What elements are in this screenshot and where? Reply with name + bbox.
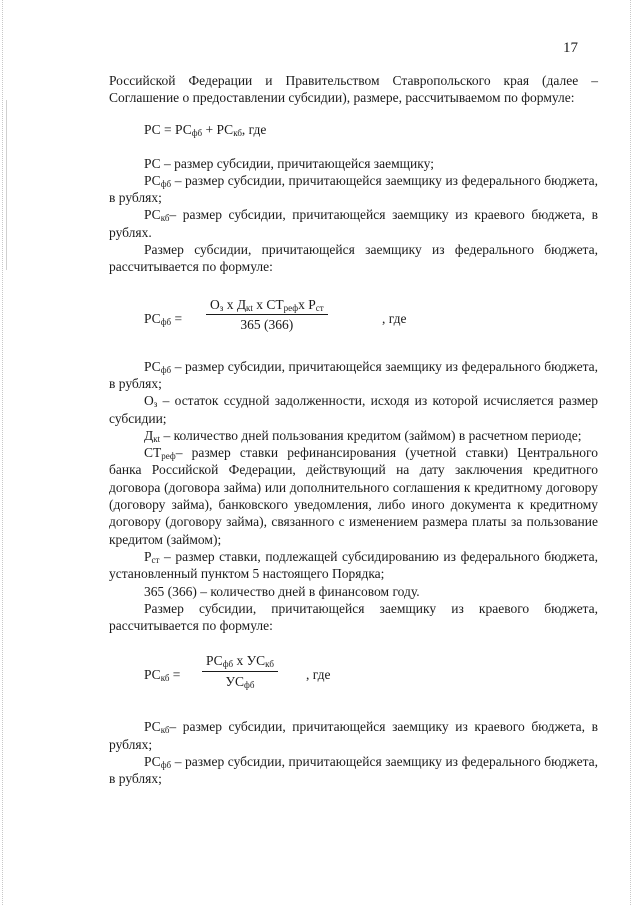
document-body — [109, 72, 598, 788]
explanation-rs-fb: $РС_{фб}$ – размер субсидии, причитающейся заемщику из федерального бюджета, в рублях; — [109, 358, 598, 391]
page-number: 17 — [563, 40, 578, 56]
paragraph-intro: Российской Федерации и Правительством Ставропольского края (далее – Соглашение о предоставлении субсидии), размере, рассчитываемом по формуле: — [109, 73, 598, 106]
formula-regional-fraction — [202, 652, 278, 690]
final-rs-kb: $РС_{кб}-$ размер субсидии, причитающейся заемщику из краевого бюджета, в рублях; — [109, 719, 598, 752]
definition-rs-kb: $РС_{кб}-$ размер субсидии, причитающейся заемщику из краевого бюджета, в рублях. — [109, 207, 598, 240]
formula-federal-left: $РС_{фб}$ = — [144, 310, 183, 327]
explanation-days: 365 (366) – количество дней в финансовом году. — [144, 583, 420, 599]
formula-federal-numerator: $О_з$ х $Д_{кt}$ х $СТ_{реф}х$ $Р_{ст}$ — [206, 296, 328, 315]
formula-federal-fraction — [206, 296, 328, 334]
explanation-oz: $О_з$ – остаток ссудной задолженности, исходя из которой исчисляется размер субсидии; — [109, 393, 598, 426]
formula-federal-gde: , где — [382, 310, 407, 326]
definition-rs-fb: $РС_{фб}$ – размер субсидии, причитающейся заемщику из федерального бюджета, в рублях; — [109, 172, 598, 206]
formula-regional-numerator: $РС_{фб}$ х $УС_{кб}$ — [202, 652, 278, 671]
formula-federal — [144, 296, 598, 352]
explanation-dk: $Д_{кt}$ – количество дней пользования кредитом (займом) в расчетном периоде; — [144, 427, 582, 444]
formula-federal-denominator: 365 (366) — [240, 316, 294, 332]
definition-rs: РС – размер субсидии, причитающейся заемщику; — [144, 155, 434, 171]
scan-margin-mark — [6, 100, 7, 270]
paragraph-federal-formula: Размер субсидии, причитающейся заемщику из федерального бюджета, рассчитывается по формуле: — [109, 242, 598, 275]
formula-regional-denominator: $УС_{фб}$ — [225, 673, 255, 690]
page-left-edge — [2, 0, 3, 905]
formula-regional — [144, 652, 598, 706]
final-rs-fb: $РС_{фб}$ – размер субсидии, причитающейся заемщику из федерального бюджета, в рублях; — [109, 754, 598, 787]
page-right-edge — [630, 0, 631, 905]
explanation-st-ref: $СТ_{реф}-$ размер ставки рефинансирования (учетной ставки) Центрального банка Российской Федерации, действующий на дату заключения кредитного договора (договора займа) или дополнительного соглашения к кредитному договору (договору займа), банковского уведомления, либо иного документа к кредитному договору (договору займа), связанного с изменением размера платы за пользование кредитом (займом); — [109, 445, 598, 547]
explanation-p-st: $Р_{ст}$ – размер ставки, подлежащей субсидированию из федерального бюджета, установленный пунктом 5 настоящего Порядка; — [109, 548, 598, 582]
paragraph-regional-formula: Размер субсидии, причитающейся заемщику из краевого бюджета, рассчитывается по формуле: — [109, 600, 598, 634]
formula-regional-left: $РС_{кб}$ = — [144, 667, 181, 684]
formula-regional-gde: , где — [306, 667, 331, 683]
formula-total: РС = $РС_{фб} + РС_{кб}$, где — [144, 121, 267, 138]
